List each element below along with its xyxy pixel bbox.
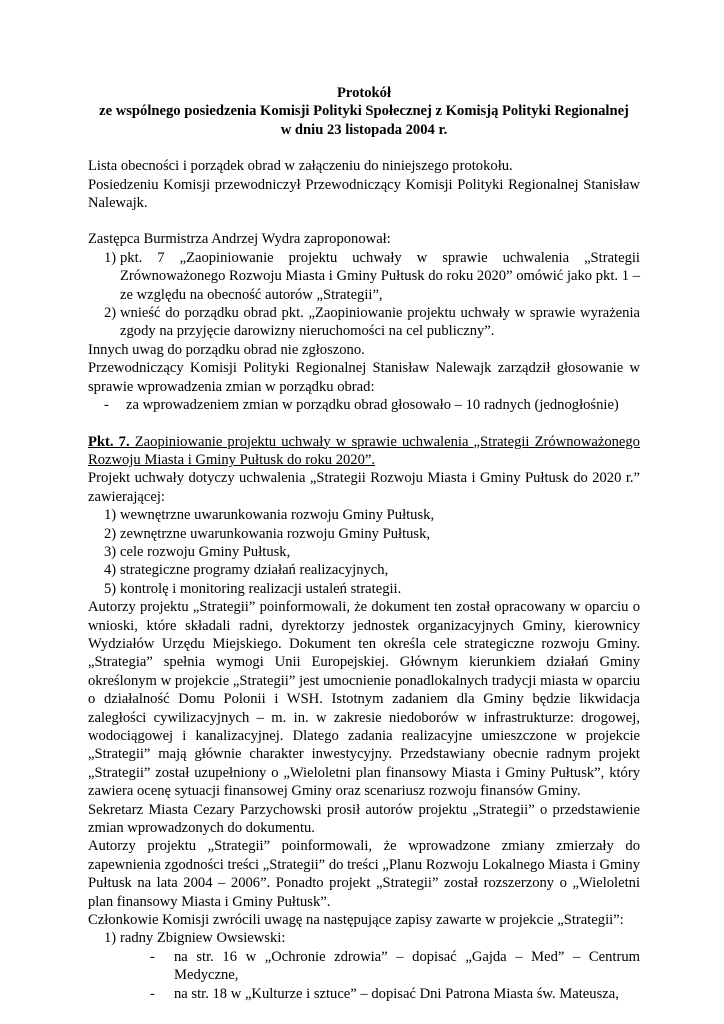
list-item — [88, 561, 640, 579]
sub-list-item — [88, 948, 640, 985]
intro-paragraph: Posiedzeniu Komisji przewodniczył Przewodniczący Komisji Polityki Regionalnej Stanisław Nalewajk. — [88, 176, 640, 212]
list-item — [88, 525, 640, 543]
paragraph: Przewodniczący Komisji Polityki Regionalnej Stanisław Nalewajk zarządził głosowanie w sprawie wprowadzenia zmian w porządku obrad: — [88, 360, 640, 395]
sub-list-text: na str. 18 w „Kulturze i sztuce” – dopisać Dni Patrona Miasta św. Mateusza, — [174, 985, 619, 1002]
sub-list-text: na str. 16 w „Ochronie zdrowia” – dopisać „Gajda – Med” – Centrum Medyczne, — [174, 948, 640, 984]
list-text: kontrolę i monitoring realizacji ustaleń strategii. — [120, 580, 402, 597]
list-item — [88, 929, 640, 947]
list-number: 1) — [104, 249, 117, 266]
list-number: 3) — [104, 543, 117, 560]
list-number: 5) — [104, 580, 117, 597]
document-title: Protokół — [336, 85, 392, 101]
dash-bullet: - — [150, 948, 155, 965]
document-subtitle: ze wspólnego posiedzenia Komisji Polityki Społecznej z Komisją Polityki Regionalnej — [99, 103, 629, 120]
agenda-lead: Zastępca Burmistrza Andrzej Wydra zaproponował: — [88, 231, 391, 248]
document-page — [88, 84, 640, 1003]
section-heading — [88, 433, 640, 470]
dash-bullet: - — [150, 985, 155, 1002]
section-label: Pkt. 7. — [88, 433, 130, 450]
dash-bullet: - — [104, 397, 109, 414]
list-text: wnieść do porządku obrad pkt. „Zaopiniowanie projektu uchwały w sprawie wyrażenia zgody na przyjęcie darowizny nieruchomości na cel publiczny”. — [120, 305, 640, 340]
list-number: 4) — [104, 562, 117, 579]
document-date: w dniu 23 listopada 2004 r. — [280, 121, 448, 138]
list-text: pkt. 7 „Zaopiniowanie projektu uchwały w sprawie uchwalenia „Strategii Zrównoważonego Rozwoju Miasta i Gminy Pułtusk do roku 2020” omówić jako pkt. 1 – ze względu na obecność autorów „Strategii”, — [120, 249, 640, 303]
vote-text: za wprowadzeniem zmian w porządku obrad głosowało – 10 radnych (jednogłośnie) — [126, 397, 619, 414]
list-item — [88, 543, 640, 561]
list-item — [88, 249, 640, 304]
list-number: 2) — [104, 305, 117, 322]
list-number: 2) — [104, 525, 117, 542]
list-text: cele rozwoju Gminy Pułtusk, — [120, 543, 291, 560]
list-item — [88, 304, 640, 341]
paragraph: Autorzy projektu „Strategii” poinformowali, że wprowadzone zmiany zmierzały do zapewnienia zgodności treści „Strategii” do treści „Planu Rozwoju Lokalnego Miasta i Gminy Pułtusk na lata 2004 – 2006”. Ponadto projekt „Strategii” został rozszerzony o „Wieloletni plan finansowy Miasta i Gminy Pułtusk”. — [88, 838, 640, 910]
section-title: Zaopiniowanie projektu uchwały w sprawie uchwalenia „Strategii Zrównoważonego Rozwoju Miasta i Gminy Pułtusk do roku 2020”. — [88, 433, 640, 468]
list-text: strategiczne programy działań realizacyjnych, — [120, 562, 389, 579]
list-text: wewnętrzne uwarunkowania rozwoju Gminy Pułtusk, — [120, 507, 435, 524]
intro-paragraph: Lista obecności i porządek obrad w załączeniu do niniejszego protokołu. — [88, 158, 513, 175]
vote-result — [88, 396, 640, 414]
sub-list-item — [88, 985, 640, 1003]
paragraph: Innych uwag do porządku obrad nie zgłoszono. — [88, 341, 365, 358]
list-item — [88, 506, 640, 524]
paragraph: Projekt uchwały dotyczy uchwalenia „Strategii Rozwoju Miasta i Gminy Pułtusk do 2020 r.” zawierającej: — [88, 470, 640, 505]
list-text: radny Zbigniew Owsiewski: — [120, 930, 286, 947]
list-item — [88, 580, 640, 598]
paragraph: Sekretarz Miasta Cezary Parzychowski prosił autorów projektu „Strategii” o przedstawienie zmian wprowadzonych do dokumentu. — [88, 801, 640, 837]
list-number: 1) — [104, 507, 117, 524]
list-number: 1) — [104, 930, 117, 947]
list-text: zewnętrzne uwarunkowania rozwoju Gminy Pułtusk, — [120, 525, 431, 542]
paragraph: Członkowie Komisji zwrócili uwagę na następujące zapisy zawarte w projekcie „Strategii”: — [88, 912, 624, 929]
paragraph: Autorzy projektu „Strategii” poinformowali, że dokument ten został opracowany w oparciu o wnioski, które składali radni, dyrektorzy jednostek organizacyjnych Gminy, kierownicy Wydziałów Urzędu Miejskiego. Dokument ten określa cele strategiczne rozwoju Gminy. „Strategia” spełnia wymogi Unii Europejskiej. Głównym kierunkiem działań Gminy określonym w projekcie „Strategii” jest umocnienie ponadlokalnych tradycji miasta w oparciu o działalność Domu Polonii i WSH. Istotnym zadaniem dla Gminy będzie likwidacja zaległości cywilizacyjnych – m. in. w zakresie niedoborów w infrastrukturze: drogowej, wodociągowej i kanalizacyjnej. Dlatego zadania realizacyjne umieszczone w projekcie „Strategii” mają głównie charakter inwestycyjny. Przedstawiany obecnie radnym projekt „Strategii” został uzupełniony o „Wieloletni plan finansowy Miasta i Gminy Pułtusk”, który zawiera ocenę sytuacji finansowej Gminy oraz scenariusz rozwoju finansów Gminy. — [88, 599, 640, 800]
